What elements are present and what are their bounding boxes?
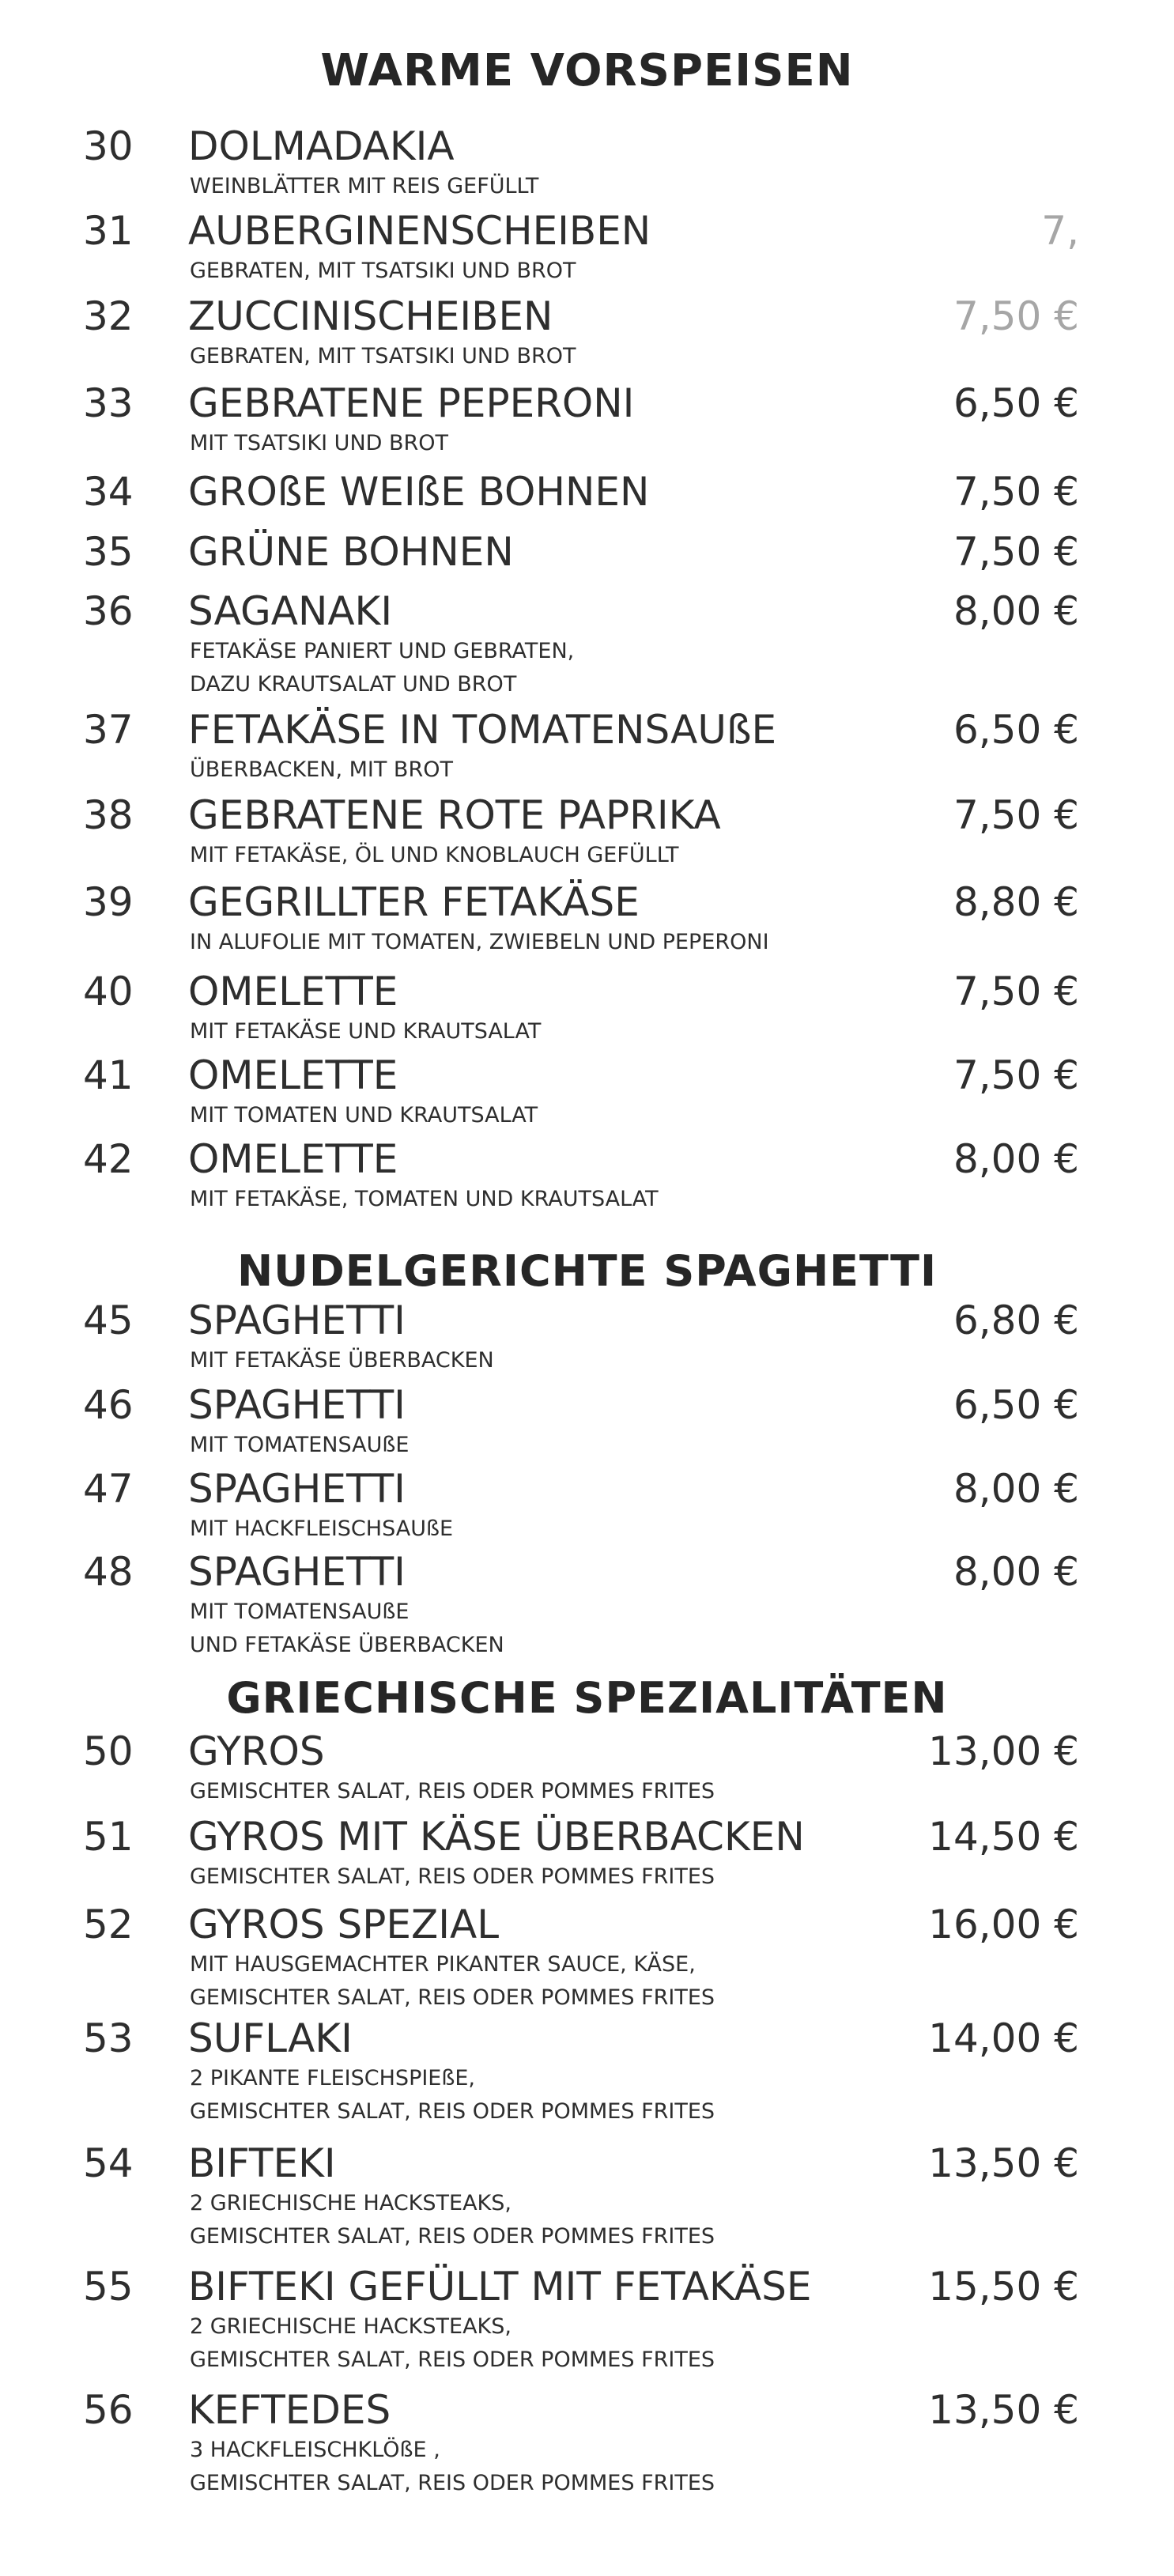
item-number: 35 [83,529,134,575]
item-name: AUBERGINENSCHEIBEN [188,208,651,254]
item-price: 14,50 € [928,1814,1079,1860]
item-description-line: GEBRATEN, MIT TSATSIKI UND BROT [190,259,576,283]
item-description-line: MIT TSATSIKI UND BROT [190,431,449,455]
item-description [190,1775,715,1808]
item-description-line: MIT FETAKÄSE ÜBERBACKEN [190,1348,494,1373]
item-description-line: DAZU KRAUTSALAT UND BROT [190,672,517,697]
item-name: FETAKÄSE IN TOMATENSAUßE [188,707,777,753]
menu-item [0,380,1174,455]
item-description [190,2434,715,2500]
item-description-line: MIT FETAKÄSE, ÖL UND KNOBLAUCH GEFÜLLT [190,843,679,867]
item-description [190,340,576,373]
item-description [190,427,448,460]
item-name: SUFLAKI [188,2015,353,2061]
item-description [190,1860,715,1894]
item-number: 34 [83,469,134,515]
item-number: 33 [83,380,134,426]
item-name: SPAGHETTI [188,1297,406,1343]
item-price: 7,50 € [953,293,1079,339]
item-price: 6,50 € [953,707,1079,753]
item-description-line: GEMISCHTER SALAT, REIS ODER POMMES FRITES [190,1985,715,2010]
item-price: 7,50 € [953,469,1079,515]
item-name: SPAGHETTI [188,1549,406,1595]
item-description-line: 3 HACKFLEISCHKLÖßE , [190,2438,440,2462]
item-number: 46 [83,1382,134,1428]
item-description-line: MIT FETAKÄSE UND KRAUTSALAT [190,1019,542,1044]
item-description-line: GEMISCHTER SALAT, REIS ODER POMMES FRITES [190,2224,715,2249]
item-name: KEFTEDES [188,2387,391,2433]
item-name: GEGRILLTER FETAKÄSE [188,879,640,925]
menu-item [0,1901,1174,2010]
item-number: 56 [83,2387,134,2433]
item-name: SPAGHETTI [188,1382,406,1428]
item-number: 32 [83,293,134,339]
item-description [190,255,576,288]
item-number: 55 [83,2264,134,2310]
menu-item [0,1052,1174,1127]
item-description [190,2310,715,2377]
item-name: GROßE WEIßE BOHNEN [188,469,650,515]
item-description [190,1344,494,1377]
item-price: 7, [1041,208,1079,254]
item-price: 13,50 € [928,2140,1079,2186]
item-price: 7,50 € [953,1052,1079,1098]
section-title-griechische-spezialitaeten: GRIECHISCHE SPEZIALITÄTEN [226,1673,948,1723]
item-name: GEBRATENE ROTE PAPRIKA [188,792,721,838]
item-description [190,1099,538,1132]
item-price: 8,00 € [953,1136,1079,1182]
item-name: GYROS MIT KÄSE ÜBERBACKEN [188,1814,805,1860]
menu-item [0,587,1174,697]
menu-item [0,2263,1174,2372]
item-number: 31 [83,208,134,254]
section-title-nudelgerichte: NUDELGERICHTE SPAGHETTI [236,1246,938,1296]
item-name: SPAGHETTI [188,1466,406,1512]
item-number: 36 [83,588,134,634]
item-description-line: ÜBERBACKEN, MIT BROT [190,757,453,782]
item-number: 52 [83,1902,134,1947]
section-title-warme-vorspeisen: WARME VORSPEISEN [320,45,854,96]
item-price: 13,00 € [928,1728,1079,1774]
item-price: 8,00 € [953,1549,1079,1595]
item-description-line: GEMISCHTER SALAT, REIS ODER POMMES FRITES [190,2347,715,2372]
menu-item [0,706,1174,782]
item-description-line: GEBRATEN, MIT TSATSIKI UND BROT [190,344,576,368]
item-number: 39 [83,879,134,925]
menu-item [0,528,1174,575]
item-number: 37 [83,707,134,753]
item-price: 8,00 € [953,588,1079,634]
item-number: 54 [83,2140,134,2186]
item-description [190,1183,659,1216]
item-price: 8,80 € [953,879,1079,925]
item-description [190,170,538,203]
item-name: OMELETTE [188,1136,398,1182]
menu-item [0,2386,1174,2495]
menu-item [0,123,1174,198]
item-name: OMELETTE [188,969,398,1014]
item-description-line: GEMISCHTER SALAT, REIS ODER POMMES FRITES [190,1779,715,1804]
item-name: DOLMADAKIA [188,123,455,169]
item-name: SAGANAKI [188,588,393,634]
item-name: GRÜNE BOHNEN [188,529,514,575]
menu-item [0,968,1174,1044]
item-description-line: 2 GRIECHISCHE HACKSTEAKS, [190,2191,512,2215]
item-name: GEBRATENE PEPERONI [188,380,635,426]
item-description-line: GEMISCHTER SALAT, REIS ODER POMMES FRITES [190,1864,715,1889]
menu-item [0,1728,1174,1804]
menu-item [0,1465,1174,1541]
menu-item [0,1297,1174,1373]
item-description [190,635,574,701]
item-number: 40 [83,969,134,1014]
item-name: GYROS [188,1728,325,1774]
item-name: BIFTEKI [188,2140,336,2186]
item-name: OMELETTE [188,1052,398,1098]
item-price: 6,50 € [953,380,1079,426]
item-number: 53 [83,2015,134,2061]
item-description [190,839,679,872]
item-description-line: MIT TOMATENSAUßE [190,1433,410,1457]
menu-item [0,468,1174,515]
item-number: 38 [83,792,134,838]
item-number: 50 [83,1728,134,1774]
item-description-line: 2 GRIECHISCHE HACKSTEAKS, [190,2314,512,2339]
item-price: 8,00 € [953,1466,1079,1512]
item-description [190,1015,541,1048]
item-number: 47 [83,1466,134,1512]
item-number: 51 [83,1814,134,1860]
item-description [190,1948,715,2015]
menu-item [0,293,1174,368]
item-description [190,1513,453,1546]
item-description [190,1429,409,1462]
menu-item [0,791,1174,867]
item-description-line: FETAKÄSE PANIERT UND GEBRATEN, [190,639,575,663]
menu-item [0,207,1174,283]
menu-item [0,1548,1174,1657]
item-number: 42 [83,1136,134,1182]
item-price: 15,50 € [928,2264,1079,2310]
item-description-line: MIT TOMATEN UND KRAUTSALAT [190,1103,538,1127]
item-price: 13,50 € [928,2387,1079,2433]
item-number: 41 [83,1052,134,1098]
menu-item [0,1813,1174,1889]
item-description [190,2062,715,2128]
item-description-line: MIT FETAKÄSE, TOMATEN UND KRAUTSALAT [190,1187,659,1211]
item-description [190,2187,715,2253]
item-description [190,926,769,959]
item-description-line: UND FETAKÄSE ÜBERBACKEN [190,1633,504,1657]
item-price: 6,80 € [953,1297,1079,1343]
item-description-line: IN ALUFOLIE MIT TOMATEN, ZWIEBELN UND PEPERONI [190,930,769,954]
item-name: BIFTEKI GEFÜLLT MIT FETAKÄSE [188,2264,812,2310]
item-number: 30 [83,123,134,169]
item-description [190,1596,504,1662]
item-description-line: GEMISCHTER SALAT, REIS ODER POMMES FRITES [190,2471,715,2495]
item-description [190,754,453,787]
item-description-line: 2 PIKANTE FLEISCHSPIEßE, [190,2066,476,2091]
menu-item [0,2140,1174,2249]
item-description-line: WEINBLÄTTER MIT REIS GEFÜLLT [190,174,539,198]
menu-item [0,1135,1174,1211]
menu-item [0,1381,1174,1457]
item-description-line: MIT HAUSGEMACHTER PIKANTER SAUCE, KÄSE, [190,1952,696,1977]
item-number: 45 [83,1297,134,1343]
menu-item [0,878,1174,954]
item-price: 7,50 € [953,529,1079,575]
item-price: 7,50 € [953,969,1079,1014]
item-description-line: MIT TOMATENSAUßE [190,1600,410,1624]
item-description-line: MIT HACKFLEISCHSAUßE [190,1517,454,1541]
item-price: 16,00 € [928,1902,1079,1947]
item-description-line: GEMISCHTER SALAT, REIS ODER POMMES FRITES [190,2099,715,2124]
item-name: ZUCCINISCHEIBEN [188,293,553,339]
item-price: 6,50 € [953,1382,1079,1428]
item-number: 48 [83,1549,134,1595]
menu-item [0,2015,1174,2124]
item-name: GYROS SPEZIAL [188,1902,500,1947]
item-price: 7,50 € [953,792,1079,838]
item-price: 14,00 € [928,2015,1079,2061]
